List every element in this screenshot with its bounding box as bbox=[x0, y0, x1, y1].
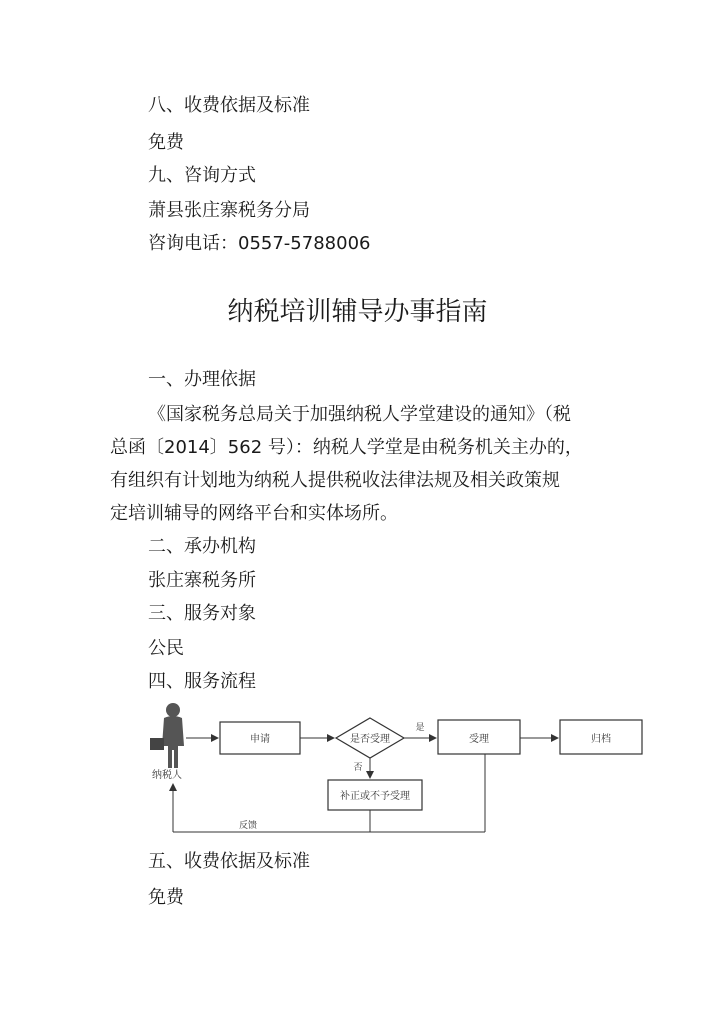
section-4-heading: 四、服务流程 bbox=[148, 671, 256, 692]
accept-label: 受理 bbox=[469, 734, 489, 745]
apply-label: 申请 bbox=[250, 734, 270, 745]
section-3-value: 公民 bbox=[148, 638, 184, 659]
basis-line-3: 有组织有计划地为纳税人提供税收法律法规及相关政策规 bbox=[110, 470, 560, 491]
section-3-heading: 三、服务对象 bbox=[148, 603, 256, 624]
section-5-heading: 五、收费依据及标准 bbox=[148, 851, 310, 872]
person-label: 纳税人 bbox=[152, 770, 182, 781]
basis-line-2: 总函〔2014〕562 号）：纳税人学堂是由税务机关主办的， bbox=[110, 437, 583, 458]
guide-title: 纳税培训辅导办事指南 bbox=[227, 297, 488, 327]
no-label: 否 bbox=[353, 763, 363, 773]
archive-label: 归档 bbox=[591, 734, 611, 745]
section-2-value: 张庄寨税务所 bbox=[148, 570, 256, 591]
section-9-heading: 九、咨询方式 bbox=[148, 165, 256, 186]
section-5-value: 免费 bbox=[148, 887, 184, 908]
section-9-phone: 咨询电话：0557-5788006 bbox=[148, 233, 371, 254]
section-8-value: 免费 bbox=[148, 132, 184, 153]
reject-label: 补正或不予受理 bbox=[340, 791, 410, 802]
yes-label: 是 bbox=[415, 723, 425, 733]
section-9-org: 萧县张庄寨税务分局 bbox=[148, 200, 310, 221]
service-flowchart bbox=[140, 700, 660, 840]
section-2-heading: 二、承办机构 bbox=[148, 536, 256, 557]
section-1-heading: 一、办理依据 bbox=[148, 369, 256, 390]
decision-label: 是否受理 bbox=[350, 734, 390, 745]
person-icon bbox=[150, 703, 184, 768]
feedback-label: 反馈 bbox=[238, 821, 258, 831]
basis-line-1: 《国家税务总局关于加强纳税人学堂建设的通知》（税 bbox=[148, 404, 571, 425]
basis-line-4: 定培训辅导的网络平台和实体场所。 bbox=[110, 503, 398, 524]
section-8-heading: 八、收费依据及标准 bbox=[148, 95, 310, 116]
